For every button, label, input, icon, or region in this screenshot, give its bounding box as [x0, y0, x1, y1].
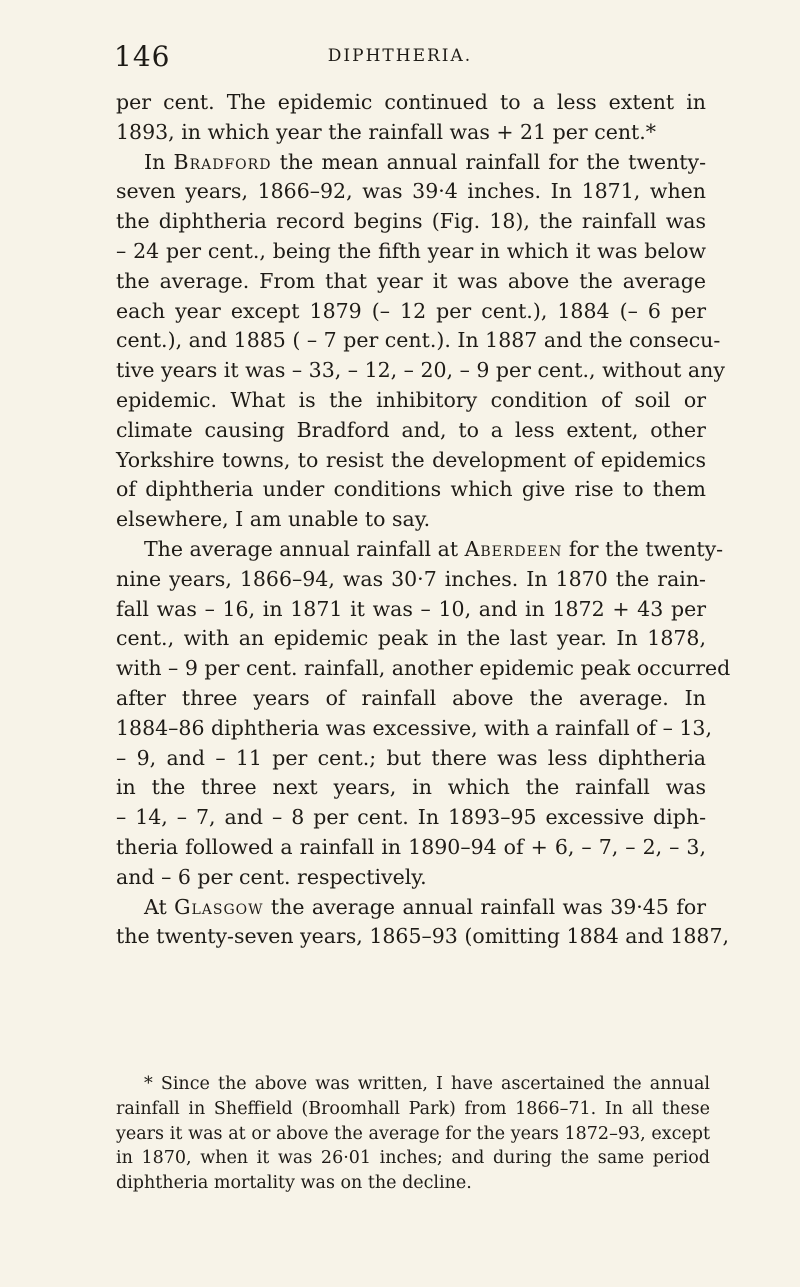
text-line: tive years it was – 33, – 12, – 20, – 9 per cent., without any: [116, 358, 725, 383]
text-line: nine years, 1866–94, was 30·7 inches. In 1870 the rain-: [116, 566, 706, 591]
paragraph-start-aberdeen: The average annual rainfall at Aberdeen for the twenty-: [144, 536, 724, 561]
page-number: 146: [114, 40, 171, 73]
text-line: – 24 per cent., being the fifth year in which it was below: [116, 238, 706, 263]
text-line: seven years, 1866–92, was 39·4 inches. In 1871, when: [116, 179, 706, 204]
text-line: fall was – 16, in 1871 it was – 10, and in 1872 + 43 per: [116, 596, 706, 621]
running-head: [78, 40, 722, 72]
paragraph-start-glasgow: At Glasgow the average annual rainfall was 39·45 for: [144, 894, 707, 919]
text-line: cent.), and 1885 ( – 7 per cent.). In 1887 and the consecu-: [116, 328, 721, 353]
text-line: the average. From that year it was above the average: [116, 268, 706, 293]
footnote-line: rainfall in Sheffield (Broomhall Park) from 1866–71. In all these: [116, 1098, 710, 1119]
text-line: cent., with an epidemic peak in the last year. In 1878,: [116, 626, 706, 651]
place-name-bradford: Bradford: [173, 149, 272, 174]
text-line: climate causing Bradford and, to a less extent, other: [116, 417, 706, 442]
text-line: theria followed a rainfall in 1890–94 of + 6, – 7, – 2, – 3,: [116, 834, 706, 859]
text-line: in the three next years, in which the rainfall was: [116, 775, 706, 800]
text-line: the twenty-seven years, 1865–93 (omitting 1884 and 1887,: [116, 924, 729, 949]
footnote-line: * Since the above was written, I have ascertained the annual: [144, 1074, 710, 1094]
footnote: [116, 1072, 710, 1196]
footnote-line: years it was at or above the average for the years 1872–93, except: [116, 1123, 710, 1144]
place-name-glasgow: Glasgow: [174, 894, 264, 919]
paragraph-start-bradford: In Bradford the mean annual rainfall for the twenty-: [144, 149, 706, 174]
text-line: 1884–86 diphtheria was excessive, with a rainfall of – 13,: [116, 715, 712, 740]
body-text: [116, 88, 731, 952]
text-line: and – 6 per cent. respectively.: [116, 864, 427, 889]
text-line: 1893, in which year the rainfall was + 21 per cent.*: [116, 119, 657, 144]
text-line: per cent. The epidemic continued to a less extent in: [116, 90, 706, 114]
footnote-line: diphtheria mortality was on the decline.: [116, 1173, 472, 1194]
text-line: elsewhere, I am unable to say.: [116, 507, 431, 532]
text-line: with – 9 per cent. rainfall, another epidemic peak occurred: [116, 656, 731, 681]
text-line: of diphtheria under conditions which give rise to them: [116, 477, 706, 502]
text-line: the diphtheria record begins (Fig. 18), the rainfall was: [116, 209, 706, 234]
place-name-aberdeen: Aberdeen: [464, 536, 563, 561]
text-line: each year except 1879 (– 12 per cent.), 1884 (– 6 per: [116, 298, 706, 323]
footnote-line: in 1870, when it was 26·01 inches; and during the same period: [116, 1148, 710, 1169]
text-line: Yorkshire towns, to resist the development of epidemics: [116, 447, 706, 472]
text-line: epidemic. What is the inhibitory condition of soil or: [116, 387, 706, 412]
text-line: – 9, and – 11 per cent.; but there was less diphtheria: [116, 745, 706, 770]
running-title: DIPHTHERIA.: [327, 46, 473, 66]
text-line: – 14, – 7, and – 8 per cent. In 1893–95 excessive diph-: [116, 805, 706, 830]
text-line: after three years of rainfall above the average. In: [116, 685, 706, 710]
